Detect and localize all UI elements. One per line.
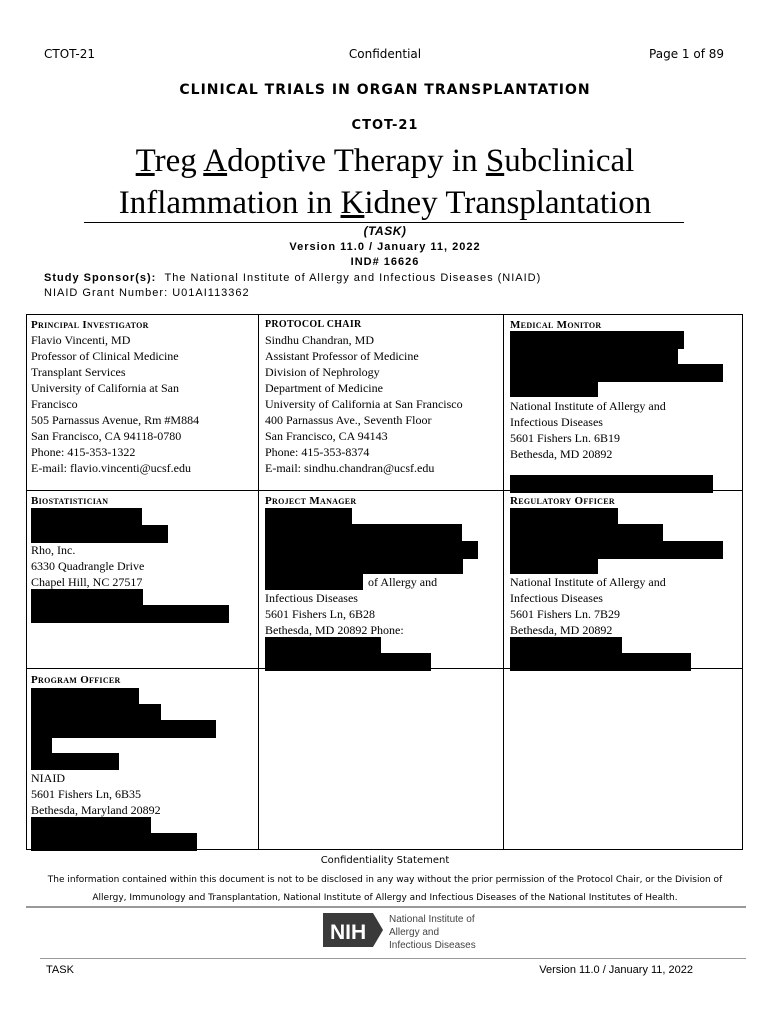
nih-logo-line-3: Infectious Diseases: [389, 940, 476, 951]
document-title: [0, 140, 770, 224]
biostatistician-label: Biostatistician: [31, 495, 109, 507]
program-officer-details: [31, 770, 161, 818]
title-line-1: [0, 140, 770, 182]
protocol-chair-label: PROTOCOL CHAIR: [265, 319, 362, 330]
confidentiality-title: Confidentiality Statement: [320, 855, 450, 866]
regulatory-officer-cell: [510, 494, 615, 508]
pi-address: 505 Parnassus Avenue, Rm #M884: [31, 413, 200, 427]
po-city: Bethesda, Maryland 20892: [31, 803, 161, 817]
ro-institution-cont: Infectious Diseases: [510, 591, 603, 605]
chair-city: San Francisco, CA 94143: [265, 429, 388, 443]
redaction-block: [31, 525, 168, 543]
redaction-block: [510, 331, 684, 349]
redaction-block: [265, 524, 462, 542]
pm-city-phone: Bethesda, MD 20892 Phone:: [265, 623, 404, 637]
mm-institution-cont: Infectious Diseases: [510, 415, 603, 429]
header-confidential: Confidential: [348, 47, 422, 61]
table-column-divider: [258, 314, 259, 850]
title-text: ubclinical: [504, 143, 635, 179]
redaction-block: [31, 737, 52, 754]
title-rule: [84, 222, 684, 223]
task-label: (TASK): [363, 224, 407, 238]
title-text: idney Transplantation: [364, 185, 652, 221]
biostatistician-cell: [31, 494, 108, 508]
bio-address: 6330 Quadrangle Drive: [31, 559, 145, 573]
pi-email: E-mail: flavio.vincenti@ucsf.edu: [31, 461, 192, 475]
regulatory-officer-details: [510, 574, 666, 638]
redaction-block: [510, 653, 691, 671]
redaction-block: [31, 688, 139, 705]
principal-investigator-cell: [31, 318, 199, 476]
redaction-block: [510, 541, 723, 559]
medical-monitor-details: [510, 398, 666, 462]
study-sponsor-label: Study Sponsor(s):: [44, 272, 157, 284]
redaction-block: [265, 508, 352, 525]
ind-number: IND# 16626: [350, 256, 420, 268]
footer-version: Version 11.0 / January 11, 2022: [539, 964, 693, 976]
redaction-block: [510, 508, 618, 525]
redaction-block: [265, 653, 431, 671]
title-text: doptive Therapy in: [227, 143, 486, 179]
title-underlined-letter: S: [485, 143, 505, 179]
redaction-block: [31, 753, 119, 770]
pi-phone: Phone: 415-353-1322: [31, 445, 136, 459]
footer-task: TASK: [46, 964, 74, 976]
project-manager-cell: [265, 494, 356, 508]
chair-name: Sindhu Chandran, MD: [265, 333, 374, 347]
program-officer-label: Program Officer: [31, 674, 121, 686]
study-sponsor-value: The National Institute of Allergy and Infectious Diseases (NIAID): [164, 272, 542, 284]
footer-rule: [40, 958, 746, 959]
pm-institution: Infectious Diseases: [265, 591, 358, 605]
title-text: Inflammation in: [118, 185, 341, 221]
confidentiality-text: The information contained within this document is not to be disclosed in any way without the prior permission of the Protocol Chair, or the Division of Allergy, Immunology and Transplantation, National Institute of Allergy and Infectious Diseases of the National Institutes of Health.: [47, 875, 723, 903]
redaction-block: [510, 524, 663, 542]
header-page-number: Page 1 of 89: [649, 47, 724, 61]
program-officer-cell: [31, 673, 121, 687]
title-underlined-letter: T: [135, 143, 155, 179]
mm-city: Bethesda, MD 20892: [510, 447, 613, 461]
nih-logo-icon: [323, 910, 483, 952]
chair-phone: Phone: 415-353-8374: [265, 445, 370, 459]
redaction-block: [31, 720, 216, 738]
table-border-right: [742, 314, 743, 850]
table-column-divider: [503, 314, 504, 850]
title-underlined-letter: K: [340, 185, 365, 221]
redaction-block: [31, 605, 229, 623]
chair-department: Department of Medicine: [265, 381, 383, 395]
principal-investigator-details: [31, 332, 199, 476]
confidentiality-rule: [26, 906, 746, 908]
title-line-2: [0, 182, 770, 224]
version-line: Version 11.0 / January 11, 2022: [289, 241, 481, 253]
redaction-block: [31, 817, 151, 834]
medical-monitor-label: Medical Monitor: [510, 319, 602, 331]
pi-city: San Francisco, CA 94118-0780: [31, 429, 182, 443]
redaction-block: [510, 558, 598, 574]
pi-institution: University of California at San: [31, 381, 179, 395]
project-manager-inline: of Allergy and: [368, 575, 438, 589]
protocol-chair-cell: [265, 318, 463, 476]
chair-title: Assistant Professor of Medicine: [265, 349, 419, 363]
redaction-block: [31, 833, 197, 851]
medical-monitor-cell: [510, 318, 601, 332]
pi-name: Flavio Vincenti, MD: [31, 333, 131, 347]
redaction-block: [510, 475, 713, 493]
nih-logo-line-1: National Institute of: [389, 914, 475, 925]
redaction-block: [510, 637, 622, 654]
principal-investigator-label: Principal Investigator: [31, 319, 149, 331]
ro-institution: National Institute of Allergy and: [510, 575, 666, 589]
redaction-block: [31, 589, 143, 606]
chair-email: E-mail: sindhu.chandran@ucsf.edu: [265, 461, 435, 475]
redaction-block: [265, 637, 381, 654]
nih-mark: NIH: [330, 921, 367, 944]
biostatistician-details: [31, 542, 144, 590]
title-text: reg: [154, 143, 204, 179]
po-agency: NIAID: [31, 771, 65, 785]
pi-institution-cont: Francisco: [31, 397, 78, 411]
regulatory-officer-label: Regulatory Officer: [510, 495, 615, 507]
nih-niaid-logo: [323, 910, 483, 952]
project-manager-details: [265, 590, 404, 638]
ro-address: 5601 Fishers Ln. 7B29: [510, 607, 621, 621]
chair-institution: University of California at San Francisco: [265, 397, 463, 411]
table-border-left: [26, 314, 27, 850]
chair-address: 400 Parnassus Ave., Seventh Floor: [265, 413, 432, 427]
redaction-block: [510, 348, 678, 364]
project-manager-label: Project Manager: [265, 495, 357, 507]
pm-address: 5601 Fishers Ln, 6B28: [265, 607, 376, 621]
ro-city: Bethesda, MD 20892: [510, 623, 613, 637]
bio-company: Rho, Inc.: [31, 543, 76, 557]
po-address: 5601 Fishers Ln, 6B35: [31, 787, 142, 801]
redaction-block: [265, 541, 478, 559]
pi-department: Transplant Services: [31, 365, 126, 379]
protocol-id: CTOT-21: [351, 118, 419, 133]
redaction-block: [31, 508, 142, 525]
bio-city: Chapel Hill, NC 27517: [31, 575, 143, 589]
pi-title: Professor of Clinical Medicine: [31, 349, 179, 363]
table-border-top: [26, 314, 743, 315]
nih-logo-line-2: Allergy and: [389, 927, 440, 938]
mm-address: 5601 Fishers Ln. 6B19: [510, 431, 621, 445]
mm-institution: National Institute of Allergy and: [510, 399, 666, 413]
redaction-block: [265, 574, 363, 590]
header-protocol-id: CTOT-21: [44, 47, 95, 61]
redaction-block: [510, 364, 723, 382]
title-underlined-letter: A: [203, 143, 228, 179]
study-sponsor: [44, 272, 541, 284]
chair-division: Division of Nephrology: [265, 365, 380, 379]
redaction-block: [510, 381, 598, 397]
program-name: CLINICAL TRIALS IN ORGAN TRANSPLANTATION: [179, 82, 591, 98]
redaction-block: [265, 558, 463, 574]
grant-number: NIAID Grant Number: U01AI113362: [44, 287, 250, 299]
